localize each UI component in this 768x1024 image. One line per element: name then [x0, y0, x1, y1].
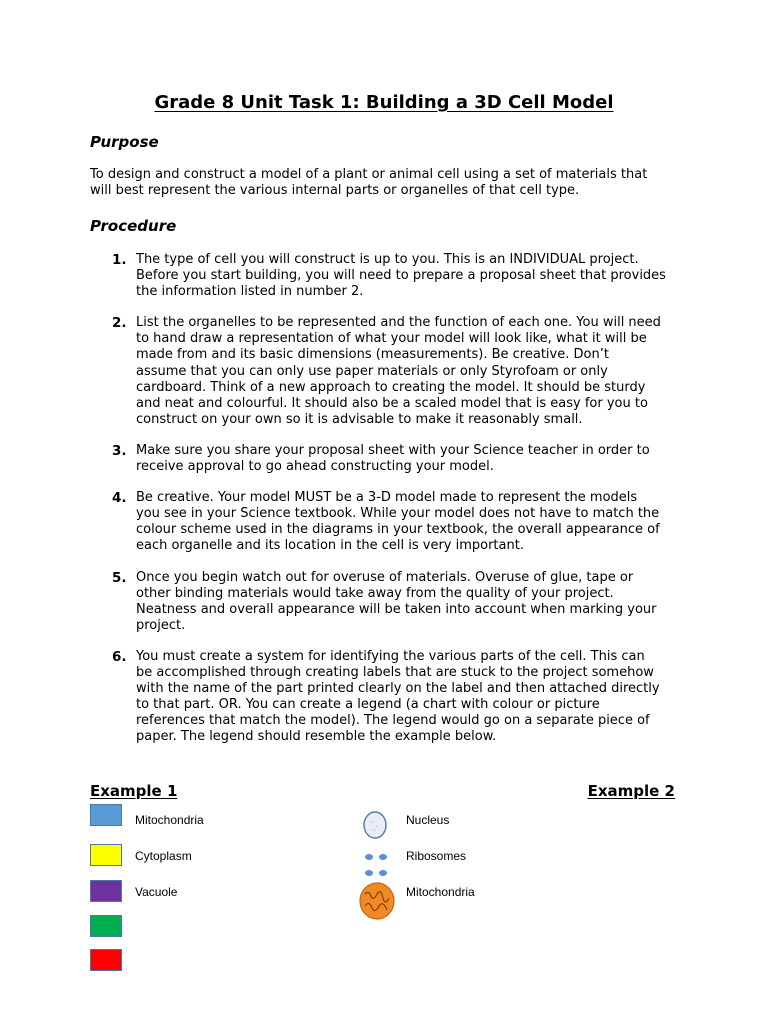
procedure-list — [112, 252, 692, 745]
procedure-text — [136, 443, 681, 475]
procedure-line: references that match the model). The legend would go on a separate piece of — [136, 713, 650, 729]
color-swatch-red — [90, 949, 122, 971]
procedure-item — [112, 490, 692, 554]
legend-label-cytoplasm: Cytoplasm — [135, 849, 192, 863]
example1-heading: Example 1 — [90, 782, 178, 800]
procedure-line: receive approval to go ahead constructing your model. — [136, 459, 494, 475]
color-swatch-purple — [90, 880, 122, 902]
procedure-item — [112, 443, 692, 475]
procedure-number: 6. — [112, 648, 127, 665]
procedure-line: with the name of the part printed clearly on the label and then attached directly — [136, 681, 660, 697]
procedure-line: be accomplished through creating labels that are stuck to the project somehow — [136, 664, 654, 680]
example2-heading: Example 2 — [587, 782, 675, 800]
mitochondria-icon — [357, 880, 397, 922]
procedure-line: The type of cell you will construct is up to you. This is an INDIVIDUAL project. — [136, 252, 639, 267]
legend-label-vacuole: Vacuole — [135, 885, 178, 899]
ribosomes-icon — [362, 851, 392, 879]
legend-label-nucleus: Nucleus — [406, 813, 450, 827]
purpose-text — [90, 167, 690, 199]
procedure-line: each organelle and its location in the cell is very important. — [136, 538, 524, 554]
purpose-heading: Purpose — [90, 133, 159, 151]
procedure-line: to hand draw a representation of what your model will look like, what it will be — [136, 331, 647, 347]
color-swatch-blue — [90, 804, 122, 826]
procedure-line: the information listed in number 2. — [136, 284, 364, 300]
procedure-line: and neat and colourful. It should also be a scaled model that is easy for you to — [136, 395, 648, 411]
procedure-text — [136, 570, 681, 634]
procedure-line: project. — [136, 617, 186, 633]
procedure-text — [136, 490, 681, 554]
procedure-line: Once you begin watch out for overuse of materials. Overuse of glue, tape or — [136, 569, 634, 585]
procedure-line: other binding materials would take away from the quality of your project. — [136, 585, 614, 601]
procedure-line: Be creative. Your model MUST be a 3-D model made to represent the models — [136, 490, 638, 506]
procedure-text — [136, 252, 681, 300]
procedure-line: assume that you can only use paper materials or only Styrofoam or only — [136, 363, 608, 379]
legend-label-mitochondria: Mitochondria — [135, 813, 204, 827]
procedure-line: cardboard. Think of a new approach to creating the model. It should be sturdy — [136, 379, 646, 395]
procedure-number: 5. — [112, 569, 127, 586]
procedure-number: 4. — [112, 490, 127, 507]
procedure-item — [112, 570, 692, 634]
page-title: Grade 8 Unit Task 1: Building a 3D Cell Model — [154, 92, 614, 113]
procedure-line: List the organelles to be represented and the function of each one. You will need — [136, 315, 661, 331]
purpose-line: To design and construct a model of a plant or animal cell using a set of materials that — [90, 167, 648, 182]
procedure-number: 2. — [112, 315, 127, 332]
color-swatch-green — [90, 915, 122, 937]
procedure-number: 1. — [112, 252, 127, 268]
legend-label-ribosomes: Ribosomes — [406, 849, 467, 863]
procedure-text — [136, 649, 681, 746]
procedure-item — [112, 315, 692, 428]
color-swatch-yellow — [90, 844, 122, 866]
purpose-line: will best represent the various internal parts or organelles of that cell type. — [90, 183, 580, 199]
procedure-line: colour scheme used in the diagrams in your textbook, the overall appearance of — [136, 522, 660, 538]
procedure-line: you see in your Science textbook. While your model does not have to match the — [136, 506, 660, 522]
procedure-line: Make sure you share your proposal sheet with your Science teacher in order to — [136, 442, 650, 458]
procedure-line: You must create a system for identifying the various parts of the cell. This can — [136, 648, 645, 664]
procedure-line: Neatness and overall appearance will be taken into account when marking your — [136, 601, 657, 617]
legend-label-mitochondria-2: Mitochondria — [406, 885, 475, 899]
procedure-heading: Procedure — [90, 217, 177, 235]
procedure-number: 3. — [112, 442, 127, 459]
procedure-item — [112, 252, 692, 300]
procedure-line: Before you start building, you will need to prepare a proposal sheet that provides — [136, 268, 666, 284]
procedure-text — [136, 315, 681, 428]
procedure-line: paper. The legend should resemble the example below. — [136, 729, 497, 745]
procedure-line: to that part. OR. You can create a legend (a chart with colour or picture — [136, 697, 600, 713]
nucleus-icon — [362, 810, 388, 840]
procedure-item — [112, 649, 692, 746]
procedure-line: construct on your own so it is advisable to make it reasonably small. — [136, 411, 583, 427]
procedure-line: made from and its basic dimensions (measurements). Be creative. Don’t — [136, 347, 609, 363]
